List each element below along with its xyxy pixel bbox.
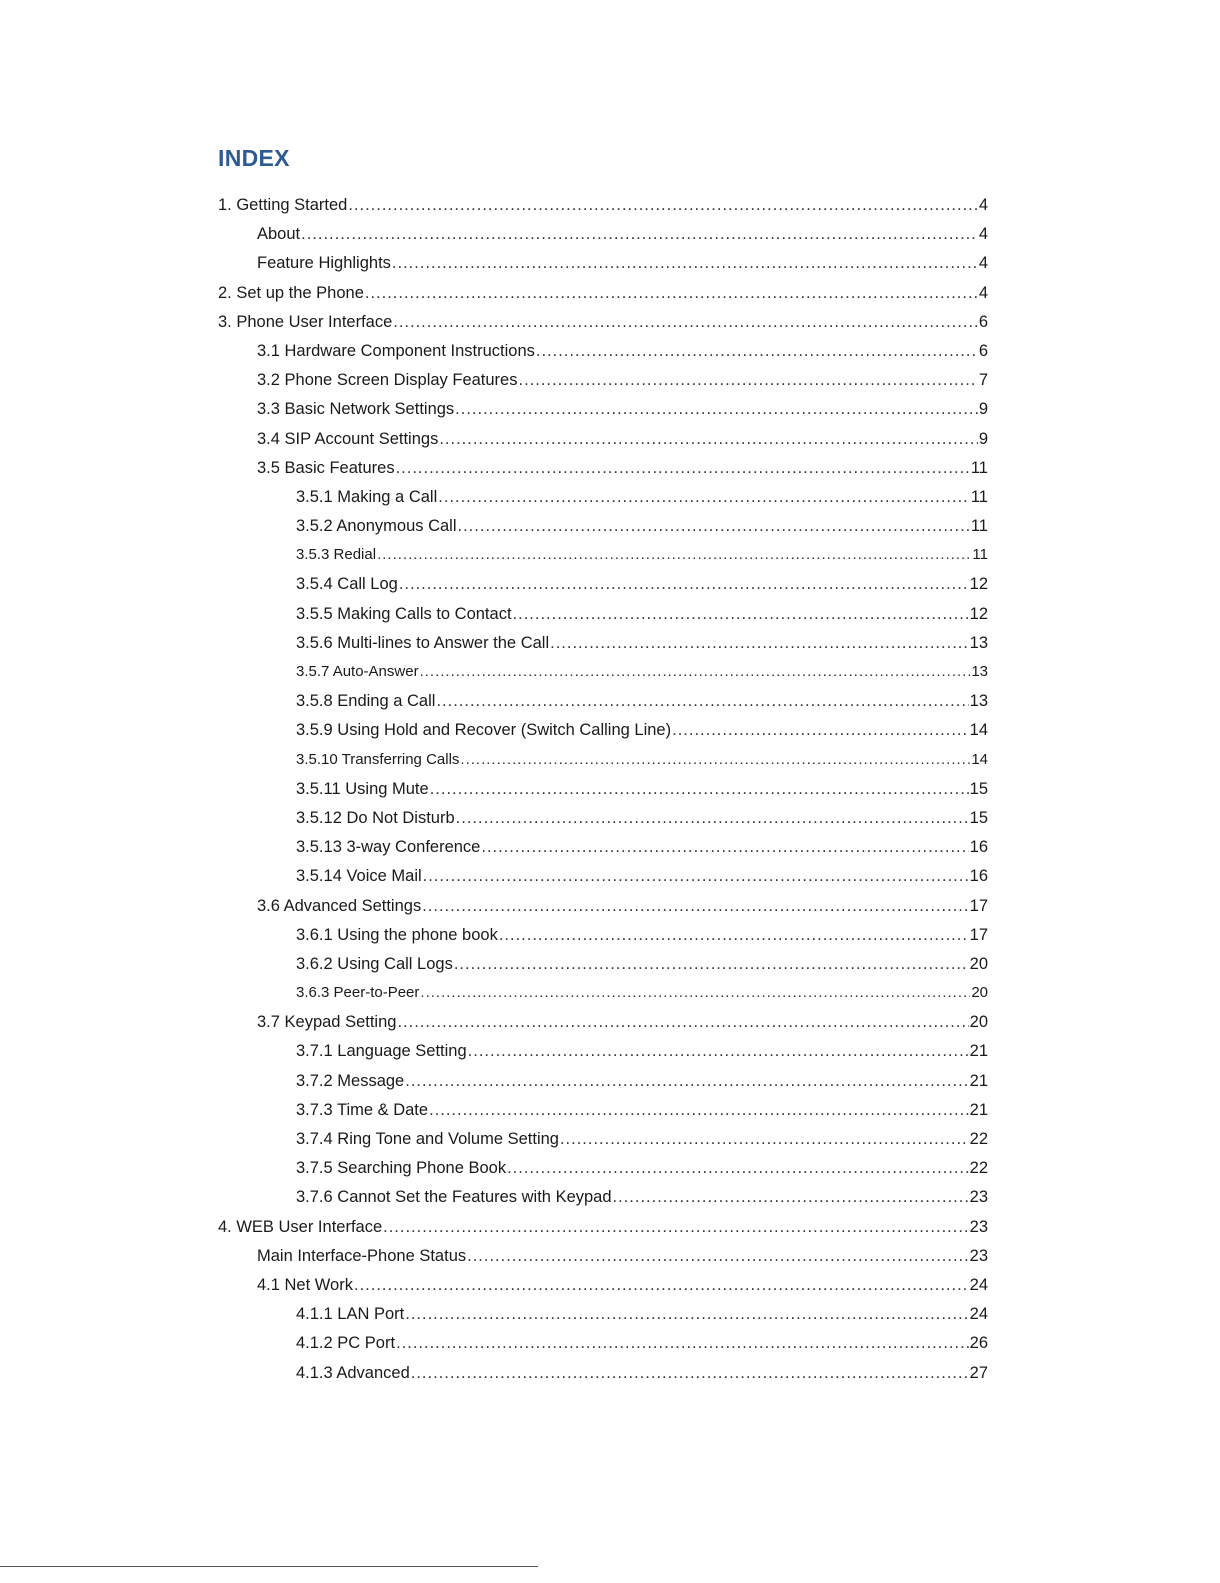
- toc-dot-leader: [397, 1010, 968, 1034]
- toc-entry-title: Main Interface-Phone Status: [257, 1246, 467, 1265]
- toc-entry-page-number: 13: [971, 663, 988, 680]
- toc-entry[interactable]: [218, 514, 988, 543]
- toc-entry-title: 3.6.1 Using the phone book: [296, 925, 498, 944]
- toc-entry[interactable]: [218, 952, 988, 981]
- toc-entry-page-number: 24: [969, 1275, 988, 1294]
- toc-entry[interactable]: [218, 894, 988, 923]
- toc-entry[interactable]: [218, 1361, 988, 1390]
- footnote-separator: [0, 1566, 538, 1567]
- toc-entry-title: 3.5.13 3-way Conference: [296, 838, 481, 857]
- toc-entry-page-number: 23: [969, 1246, 988, 1265]
- toc-dot-leader: [393, 310, 978, 334]
- toc-entry-page-number: 6: [978, 341, 988, 360]
- toc-entry-title: 3.7 Keypad Setting: [257, 1013, 397, 1032]
- toc-entry-page-number: 13: [969, 692, 988, 711]
- toc-dot-leader: [499, 923, 969, 947]
- toc-entry-title: 3.5.10 Transferring Calls: [296, 750, 460, 768]
- toc-dot-leader: [399, 572, 969, 596]
- toc-entry-title: 3.5.5 Making Calls to Contact: [296, 604, 512, 623]
- toc-entry-page-number: 16: [969, 838, 988, 857]
- toc-dot-leader: [301, 222, 978, 246]
- toc-entry[interactable]: [218, 1098, 988, 1127]
- toc-dot-leader: [613, 1185, 969, 1209]
- toc-entry-page-number: 17: [969, 896, 988, 915]
- toc-entry-title: 3.6.3 Peer-to-Peer: [296, 984, 420, 1002]
- toc-entry-title: 4.1.1 LAN Port: [296, 1305, 405, 1324]
- toc-entry-page-number: 23: [969, 1188, 988, 1207]
- toc-entry-page-number: 15: [969, 779, 988, 798]
- toc-entry-page-number: 22: [969, 1159, 988, 1178]
- toc-entry-title: 3.5.3 Redial: [296, 546, 377, 564]
- toc-entry-page-number: 23: [969, 1217, 988, 1236]
- toc-entry-title: 3. Phone User Interface: [218, 312, 393, 331]
- toc-dot-leader: [560, 1127, 969, 1151]
- toc-entry-title: 3.3 Basic Network Settings: [257, 400, 455, 419]
- toc-entry[interactable]: [218, 339, 988, 368]
- toc-entry-title: 3.5.1 Making a Call: [296, 487, 438, 506]
- toc-dot-leader: [550, 631, 969, 655]
- toc-dot-leader: [513, 602, 969, 626]
- toc-entry-title: 3.5.14 Voice Mail: [296, 867, 422, 886]
- toc-entry[interactable]: [218, 1127, 988, 1156]
- toc-entry[interactable]: [218, 456, 988, 485]
- toc-dot-leader: [439, 427, 977, 451]
- toc-entry[interactable]: [218, 1010, 988, 1039]
- toc-entry-page-number: 12: [969, 604, 988, 623]
- toc-entry-page-number: 26: [969, 1334, 988, 1353]
- toc-entry-page-number: 20: [969, 1013, 988, 1032]
- toc-entry[interactable]: [218, 602, 988, 631]
- toc-entry[interactable]: [218, 397, 988, 426]
- toc-entry[interactable]: [218, 689, 988, 718]
- toc-dot-leader: [405, 1302, 968, 1326]
- toc-entry-page-number: 7: [978, 371, 988, 390]
- toc-entry-page-number: 21: [969, 1100, 988, 1119]
- toc-entry-page-number: 17: [969, 925, 988, 944]
- toc-dot-leader: [377, 543, 971, 567]
- toc-dot-leader: [455, 397, 978, 421]
- toc-entry[interactable]: [218, 718, 988, 747]
- toc-entry-page-number: 16: [969, 867, 988, 886]
- toc-entry-page-number: 21: [969, 1042, 988, 1061]
- toc-dot-leader: [518, 368, 977, 392]
- toc-entry[interactable]: [218, 806, 988, 835]
- toc-entry[interactable]: [218, 748, 988, 777]
- toc-entry-page-number: 9: [978, 429, 988, 448]
- toc-entry-title: 3.4 SIP Account Settings: [257, 429, 439, 448]
- toc-dot-leader: [411, 1361, 969, 1385]
- toc-dot-leader: [420, 981, 970, 1005]
- toc-entry[interactable]: [218, 1215, 988, 1244]
- toc-entry-page-number: 11: [972, 546, 988, 564]
- toc-entry-page-number: 20: [971, 984, 988, 1002]
- toc-entry-title: 3.7.5 Searching Phone Book: [296, 1159, 507, 1178]
- toc-entry-title: 3.1 Hardware Component Instructions: [257, 341, 535, 360]
- toc-entry-title: 3.5.12 Do Not Disturb: [296, 808, 455, 827]
- toc-entry-title: 3.5.4 Call Log: [296, 575, 398, 594]
- toc-entry[interactable]: [218, 543, 988, 572]
- toc-entry[interactable]: [218, 1273, 988, 1302]
- toc-entry[interactable]: [218, 1039, 988, 1068]
- toc-entry[interactable]: [218, 981, 988, 1010]
- toc-dot-leader: [423, 864, 969, 888]
- toc-entry[interactable]: [218, 368, 988, 397]
- toc-entry[interactable]: [218, 1331, 988, 1360]
- toc-dot-leader: [456, 806, 969, 830]
- toc-entry-title: 3.6 Advanced Settings: [257, 896, 422, 915]
- toc-entry-page-number: 4: [978, 225, 988, 244]
- toc-entry-page-number: 12: [969, 575, 988, 594]
- toc-dot-leader: [458, 514, 970, 538]
- toc-entry-title: 3.5.6 Multi-lines to Answer the Call: [296, 633, 550, 652]
- toc-entry-page-number: 22: [969, 1130, 988, 1148]
- toc-entry[interactable]: [218, 631, 988, 660]
- toc-entry-title: 4.1.3 Advanced: [296, 1363, 410, 1382]
- toc-entry-title: 3.7.2 Message: [296, 1071, 405, 1090]
- toc-entry-title: 3.5 Basic Features: [257, 458, 395, 477]
- toc-dot-leader: [481, 835, 968, 859]
- toc-entry[interactable]: [218, 660, 988, 689]
- toc-entry-page-number: 24: [969, 1305, 988, 1324]
- toc-dot-leader: [429, 1098, 969, 1122]
- toc-entry[interactable]: [218, 310, 988, 339]
- toc-dot-leader: [430, 777, 969, 801]
- toc-dot-leader: [348, 193, 977, 217]
- toc-entry[interactable]: [218, 1185, 988, 1214]
- toc-entry-title: 3.7.1 Language Setting: [296, 1042, 467, 1061]
- toc-dot-leader: [422, 894, 968, 918]
- toc-entry-title: 3.7.4 Ring Tone and Volume Setting: [296, 1130, 559, 1148]
- toc-entry-page-number: 4: [978, 283, 988, 302]
- toc-entry[interactable]: [218, 251, 988, 280]
- toc-dot-leader: [396, 1331, 969, 1355]
- toc-dot-leader: [467, 1244, 969, 1268]
- toc-entry-title: 3.7.6 Cannot Set the Features with Keypad: [296, 1188, 612, 1207]
- toc-entry-title: Feature Highlights: [257, 254, 391, 273]
- toc-entry[interactable]: [218, 1069, 988, 1098]
- toc-dot-leader: [405, 1069, 968, 1093]
- toc-entry-title: 3.5.8 Ending a Call: [296, 692, 436, 711]
- toc-entry[interactable]: [218, 835, 988, 864]
- toc-dot-leader: [365, 281, 978, 305]
- toc-dot-leader: [392, 251, 978, 275]
- toc-dot-leader: [468, 1039, 969, 1063]
- toc-entry[interactable]: [218, 1302, 988, 1331]
- toc-entry-page-number: 11: [970, 517, 988, 536]
- toc-entry-title: 3.5.11 Using Mute: [296, 779, 429, 798]
- toc-entry-page-number: 13: [969, 633, 988, 652]
- toc-entry-page-number: 15: [969, 808, 988, 827]
- toc-entry-page-number: 21: [969, 1071, 988, 1090]
- toc-dot-leader: [383, 1215, 969, 1239]
- toc-dot-leader: [438, 485, 970, 509]
- toc-entry-title: 1. Getting Started: [218, 196, 348, 214]
- toc-entry[interactable]: [218, 485, 988, 514]
- toc-entry-title: 3.7.3 Time & Date: [296, 1100, 429, 1119]
- toc-entry-title: 3.6.2 Using Call Logs: [296, 954, 453, 973]
- toc-entry-title: 2. Set up the Phone: [218, 283, 364, 302]
- toc-entry-page-number: 14: [971, 750, 988, 768]
- toc-entry-title: 4.1.2 PC Port: [296, 1334, 396, 1353]
- toc-entry[interactable]: [218, 222, 988, 251]
- toc-entry[interactable]: [218, 864, 988, 893]
- toc-entry-title: 3.5.9 Using Hold and Recover (Switch Calling Line): [296, 721, 672, 740]
- toc-entry-title: 4. WEB User Interface: [218, 1217, 383, 1236]
- toc-entry[interactable]: [218, 281, 988, 310]
- toc-dot-leader: [672, 718, 969, 742]
- toc-dot-leader: [454, 952, 969, 976]
- toc-entry-title: 3.5.7 Auto-Answer: [296, 663, 419, 680]
- toc-dot-leader: [507, 1156, 969, 1180]
- toc-entry[interactable]: [218, 572, 988, 601]
- toc-entry[interactable]: [218, 193, 988, 222]
- toc-entry-title: About: [257, 225, 301, 244]
- toc-dot-leader: [354, 1273, 969, 1297]
- toc-entry[interactable]: [218, 777, 988, 806]
- toc-entry-page-number: 4: [978, 196, 988, 214]
- toc-entry-page-number: 14: [969, 721, 988, 740]
- toc-entry[interactable]: [218, 1156, 988, 1185]
- table-of-contents: [218, 193, 988, 1390]
- toc-entry-page-number: 9: [978, 400, 988, 419]
- toc-entry[interactable]: [218, 923, 988, 952]
- toc-entry[interactable]: [218, 427, 988, 456]
- toc-entry-page-number: 6: [978, 312, 988, 331]
- toc-entry-page-number: 11: [970, 458, 988, 477]
- toc-entry-title: 4.1 Net Work: [257, 1275, 353, 1294]
- toc-dot-leader: [420, 660, 971, 684]
- toc-entry-page-number: 27: [969, 1363, 988, 1382]
- toc-entry-title: 3.2 Phone Screen Display Features: [257, 371, 518, 390]
- toc-dot-leader: [536, 339, 978, 363]
- toc-dot-leader: [460, 748, 970, 772]
- index-heading: INDEX: [218, 145, 290, 171]
- toc-entry-page-number: 11: [970, 487, 988, 506]
- toc-dot-leader: [436, 689, 968, 713]
- toc-entry-title: 3.5.2 Anonymous Call: [296, 517, 457, 536]
- toc-entry[interactable]: [218, 1244, 988, 1273]
- toc-entry-page-number: 4: [978, 254, 988, 273]
- toc-entry-page-number: 20: [969, 954, 988, 973]
- toc-dot-leader: [396, 456, 970, 480]
